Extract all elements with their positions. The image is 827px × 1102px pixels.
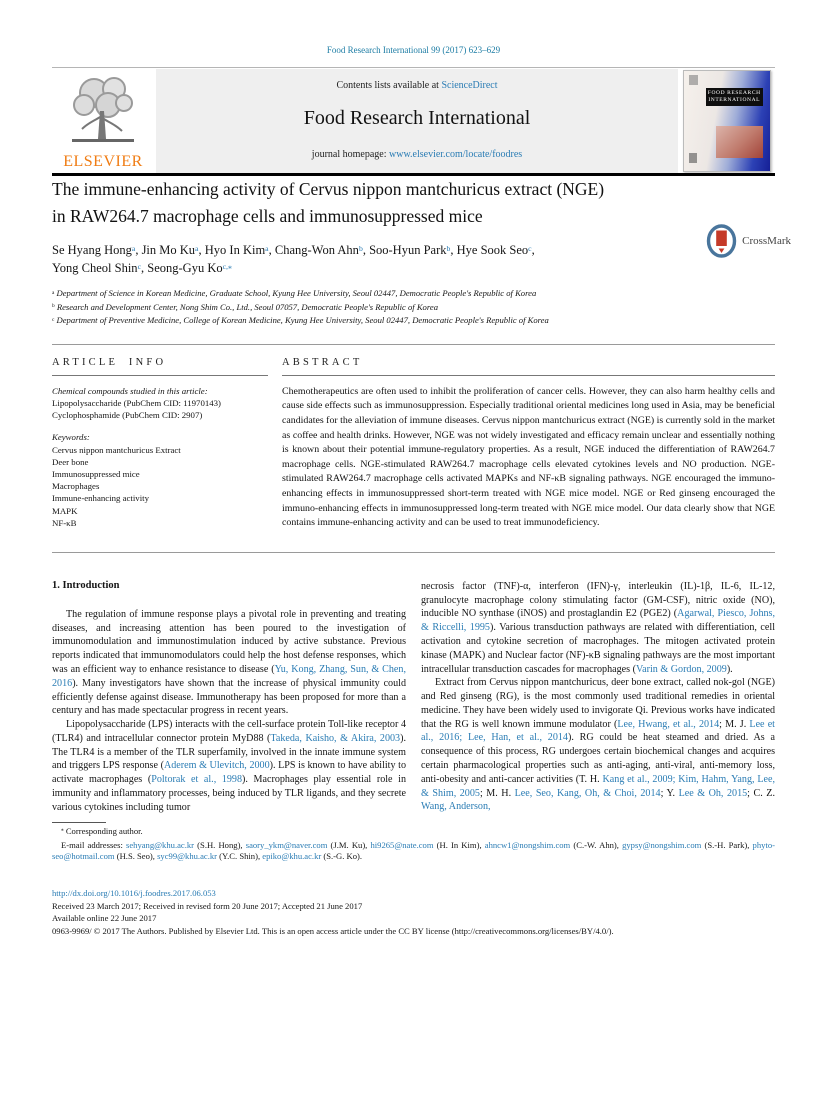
text-segment: ). LPS is known to have ability to activate macrophages ( — [52, 760, 406, 786]
inline-link[interactable]: Lee & Oh, 2015 — [678, 787, 748, 799]
contents-line — [156, 80, 678, 91]
homepage-prefix: journal homepage: — [311, 149, 389, 160]
inline-link[interactable]: Lee et al., 2016; Lee, Han, et al., 2014 — [421, 718, 775, 744]
email-addresses — [52, 840, 775, 863]
text-segment: (Y.C. Shin), — [217, 851, 263, 862]
text-segment: Soo-Hyun Park — [369, 243, 447, 257]
inline-link[interactable]: Lee, Seo, Kang, Oh, & Choi, 2014 — [514, 787, 661, 799]
text-segment: Macrophages — [52, 481, 100, 492]
received-dates: Received 23 March 2017; Received in revised form 20 June 2017; Accepted 21 June 2017 — [52, 900, 363, 911]
text-segment: extract (NGE) is currently sold in the market as coffee and health drinks. However, NGE was not widely investigated and efficacy remain unclear and essentially nothing is known about their potential immune-regulatory properties. As a result, NGE induced the differentiation of RAW264.7 macrophage cells. NGE-stimulated RAW264.7 macrophage cells elevated cytokines levels and NO production. NGE-stimulated RAW264.7 macrophage cells activated MAPKs and NF-κB signaling pathways. NGE encouraged the immuno-enhancing effects in immunosuppressed short-term treated with NGE mice model. NGE or Red ginseng encouraged the immuno-enhancing effects in immunosuppressed long-term treated with NGE mice model. Our data clearly show that NGE contains immune-enhancing activity and can be used to treat immunodeficiency. — [282, 414, 775, 529]
article-info-rule — [52, 375, 268, 376]
compounds-label: Chemical compounds studied in this article: — [52, 385, 208, 396]
text-segment: ). — [726, 663, 733, 675]
inline-link[interactable]: b — [358, 243, 363, 253]
text-segment: ). Various transduction pathways are related with differentiation, cell activation and cytokine secretion of macrophages. The mitogen activated protein kinase (MAPK) and Nuclear factor (NF)-κB signaling pathways are the most important intracellular transduction cascades for macrophages ( — [421, 622, 775, 675]
crossmark-badge[interactable] — [706, 224, 791, 258]
cover-publisher-mark-icon — [689, 75, 698, 85]
cover-red-panel — [716, 126, 762, 158]
abstract-text — [282, 385, 775, 531]
text-segment: Jin Mo Ku — [141, 243, 196, 257]
text-segment: , — [198, 243, 205, 257]
text-segment: , — [135, 243, 142, 257]
affiliation-sup: c — [52, 316, 55, 323]
inline-link[interactable]: b — [446, 243, 451, 253]
affiliation-sup: a — [52, 289, 55, 296]
abstract-column — [282, 357, 775, 531]
section-divider — [52, 344, 775, 345]
text-segment: Immune-enhancing activity — [52, 493, 149, 504]
text-segment: Seong-Gyu Ko — [147, 261, 223, 275]
keyword-item — [52, 456, 268, 468]
text-segment: E-mail addresses: — [61, 840, 126, 851]
article-info-column — [52, 357, 268, 531]
inline-link[interactable]: c — [528, 243, 532, 253]
inline-link[interactable]: a — [265, 243, 269, 253]
affiliations — [52, 288, 775, 329]
keyword-item — [52, 492, 268, 504]
text-segment: Extract — [153, 444, 181, 455]
inline-link[interactable]: hi9265@nate.com — [370, 840, 434, 851]
text-segment: Cervus nippon mantchuricus — [489, 677, 606, 689]
text-segment: (J.M. Ku), — [327, 840, 371, 851]
inline-link[interactable]: Takeda, Kaisho, & Akira, 2003 — [270, 732, 401, 744]
journal-banner — [52, 69, 775, 173]
inline-link[interactable]: Wang, Anderson, — [421, 801, 491, 813]
affiliation-c — [52, 315, 775, 329]
keyword-item — [52, 505, 268, 517]
inline-link[interactable]: phyto-seo@hotmail.com — [52, 840, 775, 862]
intro-paragraph-4 — [421, 676, 775, 814]
contents-prefix: Contents lists available at — [336, 80, 442, 91]
keyword-item — [52, 444, 268, 456]
header-top-rule — [52, 67, 775, 68]
affiliation-text: Department of Science in Korean Medicine, Graduate School, Kyung Hee University, Seoul 02447, Democratic People's Republic of Korea — [54, 288, 537, 298]
text-segment: Hyo In Kim — [204, 243, 266, 257]
text-segment: Immunosuppressed mice — [52, 469, 140, 479]
inline-link[interactable]: c,⁎ — [222, 261, 232, 271]
body-right-column — [421, 580, 775, 815]
author-list — [52, 242, 775, 278]
compound-item: Lipopolysaccharide (PubChem CID: 11970143) — [52, 397, 221, 408]
crossmark-label: CrossMark — [742, 235, 791, 247]
elsevier-tree-icon — [64, 71, 142, 153]
inline-link[interactable]: Kang et al., 2009; Kim, Hahm, Yang, Lee, & Shim, 2005 — [421, 773, 775, 799]
affiliation-a — [52, 288, 775, 302]
text-segment: Extract from — [435, 677, 490, 689]
inline-link[interactable]: Agarwal, Piesco, Johns, & Riccelli, 1995 — [421, 608, 775, 634]
text-segment: , — [268, 243, 275, 257]
text-segment: Deer bone — [52, 456, 89, 467]
text-segment: ; M. H. — [479, 787, 515, 799]
text-segment: extract (NGE) — [500, 179, 605, 199]
inline-link[interactable]: Yu, Kong, Zhang, Sun, & Chen, 2016 — [52, 663, 406, 689]
text-segment: , deer bone extract, called nok-gol (NGE) and Red ginseng (RG), is the most commonly used traditional remedies in oriental medicine. They have been widely used to invigorate Qi. Previous works have indicated that the RG is well known immune modulator ( — [421, 677, 775, 730]
text-segment: NF-κB — [52, 517, 77, 528]
keyword-item — [52, 468, 268, 480]
cover-title — [706, 88, 763, 106]
text-segment: Lipopolysaccharide (LPS) interacts with the cell-surface protein Toll-like receptor 4 (TLR4) and intracellular connector protein MyD88 ( — [52, 719, 406, 744]
text-segment: ; C. Z. — [747, 787, 775, 799]
text-segment: The regulation of immune response plays a pivotal role in preventing and treating diseases, and increasing attention has been poured to the investigation of immunomodulation and immunostimulation induced by active substance. Previous reports indicated that immunomodulators could help the host defense responses, which was an efficient way to enhance resistance to disease ( — [52, 608, 406, 675]
inline-link[interactable]: c — [137, 261, 142, 271]
text-segment: in RAW264.7 macrophage cells and immunosuppressed mice — [52, 206, 483, 226]
intro-paragraph-2 — [52, 718, 406, 815]
text-segment: (S.-H. Park), — [701, 840, 753, 851]
text-segment: (H. In Kim), — [433, 840, 485, 851]
text-segment: Se Hyang Hong — [52, 243, 132, 257]
inline-link[interactable]: Lee, Hwang, et al., 2014 — [617, 718, 720, 730]
introduction-heading: 1. Introduction — [52, 579, 120, 591]
text-segment: , — [450, 243, 457, 257]
text-segment: ; Y. — [660, 787, 679, 799]
text-segment: (H.S. Seo), — [114, 851, 158, 862]
doi-link[interactable]: http://dx.doi.org/10.1016/j.foodres.2017.06.053 — [52, 887, 216, 898]
text-segment: ). Macrophages play essential role in immunity and inflammatory processes, being induced by TLR ligands, and they secrete various cytokines including tumor — [52, 774, 406, 813]
text-segment: , — [362, 243, 370, 257]
homepage-line — [156, 149, 678, 160]
sciencedirect-link[interactable]: ScienceDirect — [441, 80, 498, 91]
compound-item: Cyclophosphamide (PubChem CID: 2907) — [52, 410, 203, 421]
text-segment: Cervus nippon mantchuricus — [481, 414, 596, 426]
keyword-item — [52, 480, 268, 492]
text-segment: Chang-Won Ahn — [274, 243, 359, 257]
text-segment: ⁎ — [61, 827, 64, 834]
keywords-label: Keywords: — [52, 432, 90, 443]
body-left-column — [52, 580, 406, 815]
intro-paragraph-1 — [52, 608, 406, 718]
journal-citation: Food Research International 99 (2017) 623–629 — [326, 45, 501, 55]
text-segment: ). Many investigators have shown that the increase of physical immunity could efficiently defense against disease. Immunotherapy has been proposed for more than a century and has made spectacular progress in recent years. — [52, 677, 406, 717]
corresponding-author-note — [52, 826, 775, 839]
inline-link[interactable]: saory_ykm@naver.com — [245, 840, 328, 851]
text-segment: Cervus nippon mantchuricus — [298, 179, 501, 199]
crossmark-icon — [706, 224, 737, 258]
inline-link[interactable]: ahncw1@nongshim.com — [484, 840, 571, 851]
affiliation-sup: b — [52, 303, 55, 310]
journal-title: Food Research International — [303, 107, 531, 129]
article-info-heading: ARTICLE INFO — [52, 356, 167, 368]
banner-center — [156, 69, 678, 173]
inline-link[interactable]: epiko@khu.ac.kr — [262, 851, 322, 862]
text-segment: Cervus nippon mantchuricus — [52, 444, 154, 455]
affiliation-text: Department of Preventive Medicine, College of Korean Medicine, Kyung Hee University, Seoul 02447, Democratic People's Republic of Korea — [54, 315, 549, 326]
elsevier-wordmark: ELSEVIER — [63, 153, 143, 170]
inline-link[interactable]: gypsy@nongshim.com — [622, 840, 702, 851]
cover-area — [678, 69, 775, 173]
inline-link[interactable]: sehyang@khu.ac.kr — [125, 840, 195, 851]
affiliation-text: Research and Development Center, Nong Shim Co., Ltd., Seoul 07057, Democratic People's Republic of Korea — [54, 301, 438, 312]
abstract-bottom-rule — [52, 552, 775, 553]
text-segment: Chemotherapeutics are often used to inhibit the proliferation of cancer cells. However, they can also harm healthy cells and cause side effects such as immunosuppression. Especially traditional oriental medicines long used in Asia, may be beneficial candidates for the alleviation of immune diseases. — [282, 385, 775, 426]
text-segment: , — [141, 261, 148, 275]
text-segment: ). RG could be heat steamed and dried. As a consequence of this process, RG undergoes certain biochemical changes and acquires certain pharmacological properties such as anti-aging, anti-viral, anti-memory loss, anti-obesity and anti-cancer activities (T. H. — [421, 732, 775, 785]
text-segment: necrosis factor (TNF)-α, interferon (IFN)-γ, interleukin (IL)-1β, IL-6, IL-12, granulocyte macrophage colony stimulating factor (GM-CSF), nitric oxide (NO), inducible NO synthase (iNOS) and prostaglandin E2 (PGE2) ( — [421, 580, 775, 620]
inline-link[interactable]: Aderem & Ulevitch, 2000 — [163, 760, 270, 772]
elsevier-logo — [52, 69, 154, 173]
cover-title-line1: FOOD RESEARCH — [707, 90, 761, 96]
inline-link[interactable]: Poltorak et al., 1998 — [151, 774, 243, 786]
article-title — [52, 176, 692, 230]
text-segment: , — [531, 243, 535, 257]
online-date: Available online 22 June 2017 — [52, 913, 157, 924]
cover-title-line2: INTERNATIONAL — [708, 97, 761, 103]
text-segment: MAPK — [52, 505, 78, 516]
homepage-link[interactable]: www.elsevier.com/locate/foodres — [389, 149, 523, 160]
intro-paragraph-3 — [421, 580, 775, 677]
inline-link[interactable]: a — [195, 243, 199, 253]
text-segment: The immune-enhancing activity of — [52, 179, 299, 199]
text-segment: ). The TLR4 is a member of the TLR superfamily, involved in the innate immune system and triggers LPS response ( — [52, 732, 406, 772]
journal-cover-thumbnail — [683, 70, 771, 172]
inline-link[interactable]: syc99@khu.ac.kr — [157, 851, 218, 862]
text-segment: (S.H. Hong), — [194, 840, 246, 851]
text-segment: Yong Cheol Shin — [52, 261, 138, 275]
inline-link[interactable]: a — [131, 243, 136, 253]
text-segment: Hye Sook Seo — [456, 243, 529, 257]
text-segment: (C.-W. Ahn), — [570, 840, 623, 851]
copyright-line: 0963-9969/ © 2017 The Authors. Published by Elsevier Ltd. This is an open access article under the CC BY license (http://creativecommons.org/licenses/BY/4.0/). — [52, 926, 614, 937]
inline-link[interactable]: Varin & Gordon, 2009 — [635, 663, 727, 675]
article-meta — [52, 887, 775, 938]
affiliation-b — [52, 302, 775, 316]
text-segment: ; M. J. — [719, 718, 750, 730]
footnote-divider — [52, 822, 106, 823]
cover-tree-mark-icon — [689, 153, 697, 163]
abstract-heading: ABSTRACT — [282, 356, 363, 368]
keyword-item — [52, 517, 268, 529]
text-segment: (S.-G. Ko). — [321, 851, 363, 862]
text-segment: Corresponding author. — [63, 825, 143, 836]
abstract-rule — [282, 375, 775, 376]
